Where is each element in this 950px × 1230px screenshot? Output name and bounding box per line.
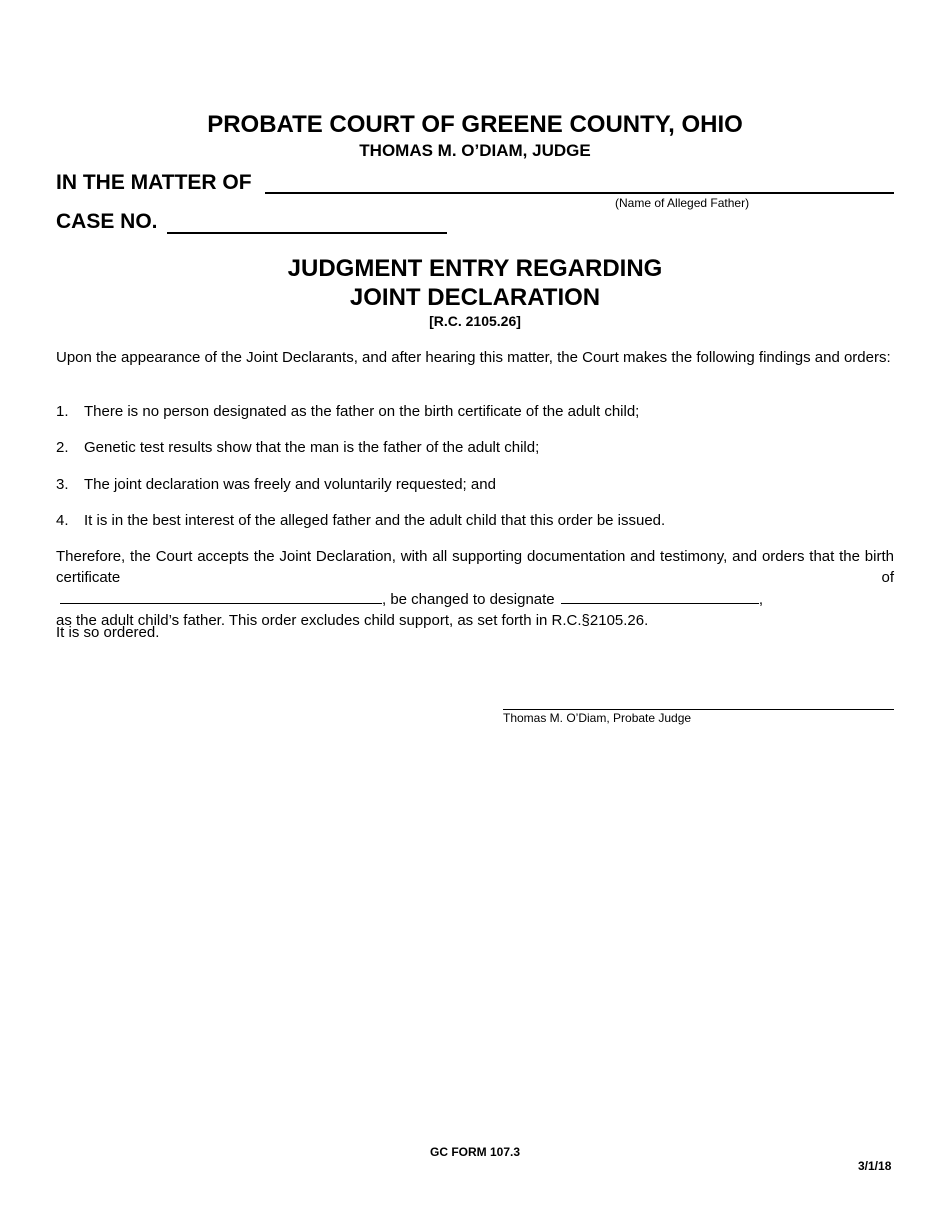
alleged-father-caption: (Name of Alleged Father) <box>615 196 750 210</box>
designated-father-field[interactable] <box>561 588 759 604</box>
order-line-3: as the adult child’s father. This order excludes child support, as set forth in R.C.§2105.26. <box>56 612 649 629</box>
finding-number: 2. <box>56 439 69 456</box>
case-number-label: CASE NO. <box>56 210 158 233</box>
order-text-part-1: Therefore, the Court accepts the Joint Declaration, with all supporting documentation and testimony, and orders that the birth certificate of <box>56 548 894 586</box>
finding-text: It is in the best interest of the alleged father and the adult child that this order be issued. <box>84 512 666 529</box>
closing-statement: It is so ordered. <box>56 624 160 641</box>
case-number-field[interactable] <box>167 232 447 234</box>
document-title-line-1: JUDGMENT ENTRY REGARDING <box>287 255 663 282</box>
judge-name: THOMAS M. O’DIAM, JUDGE <box>359 141 591 160</box>
statute-reference: [R.C. 2105.26] <box>429 313 521 329</box>
finding-text: The joint declaration was freely and voluntarily requested; and <box>84 476 496 493</box>
document-title <box>0 254 950 312</box>
signature-line[interactable] <box>503 709 894 710</box>
document-title-line-2: JOINT DECLARATION <box>349 284 601 311</box>
matter-label: IN THE MATTER OF <box>56 171 252 194</box>
signature-caption: Thomas M. O’Diam, Probate Judge <box>503 711 692 725</box>
order-line-1 <box>56 546 894 588</box>
finding-number: 4. <box>56 512 69 529</box>
finding-number: 1. <box>56 403 69 420</box>
court-title: PROBATE COURT OF GREENE COUNTY, OHIO <box>207 111 743 138</box>
order-paragraph <box>56 546 894 631</box>
finding-text: Genetic test results show that the man is the father of the adult child; <box>84 439 540 456</box>
finding-number: 3. <box>56 476 69 493</box>
matter-name-field[interactable] <box>265 192 894 194</box>
finding-text: There is no person designated as the father on the birth certificate of the adult child; <box>84 403 640 420</box>
order-text-part-3: , <box>758 591 763 608</box>
order-text-part-2: , be changed to designate <box>382 591 555 608</box>
birth-certificate-name-field[interactable] <box>60 588 382 604</box>
revision-date: 3/1/18 <box>858 1159 892 1173</box>
form-number: GC FORM 107.3 <box>429 1145 521 1159</box>
order-line-2 <box>56 588 894 610</box>
intro-paragraph: Upon the appearance of the Joint Declarants, and after hearing this matter, the Court makes the following findings and orders: <box>56 349 891 366</box>
